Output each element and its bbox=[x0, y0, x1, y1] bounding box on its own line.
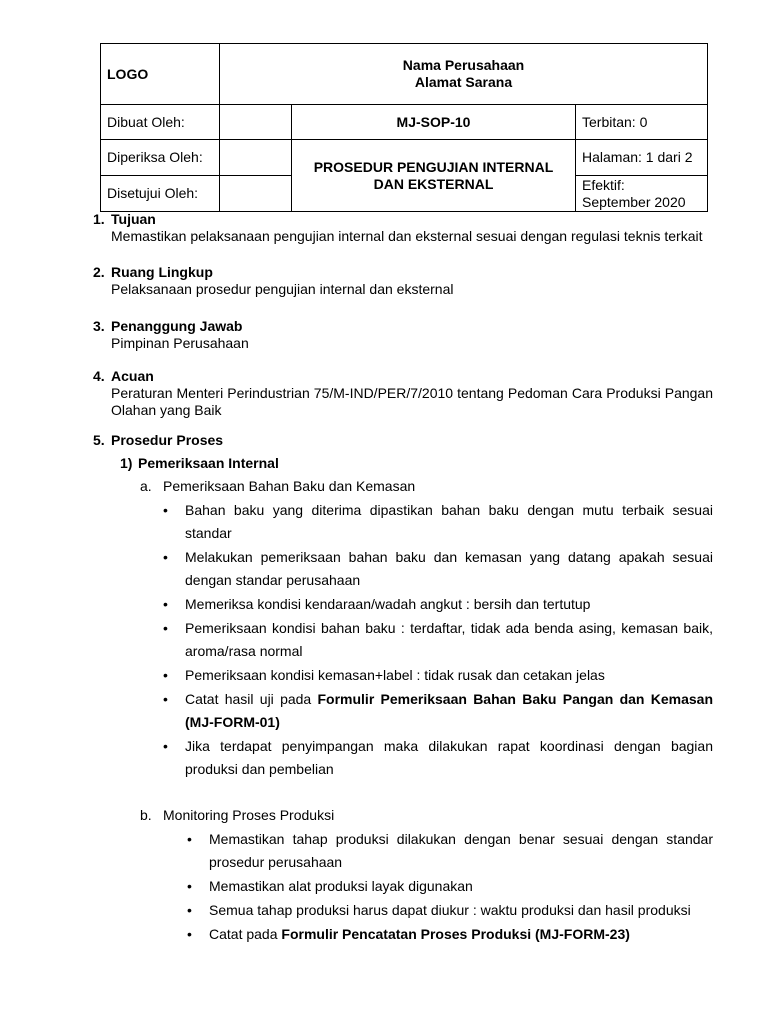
list-item: • Memastikan tahap produksi dilakukan dengan benar sesuai dengan standar prosedur perusahaan bbox=[209, 828, 713, 874]
doc-title bbox=[292, 140, 576, 212]
effective-label: Efektif: bbox=[582, 176, 625, 193]
effective-cell bbox=[576, 176, 708, 212]
section-number: 3. bbox=[93, 318, 105, 334]
company-cell bbox=[220, 44, 708, 105]
section-body: Peraturan Menteri Perindustrian 75/M-IND/PER/7/2010 tentang Pedoman Cara Produksi Pangan Olahan yang Baik bbox=[111, 385, 713, 418]
section-title: Acuan bbox=[111, 368, 154, 384]
section-body: Memastikan pelaksanaan pengujian internal dan eksternal sesuai dengan regulasi teknis terkait bbox=[111, 228, 703, 244]
checked-by-label: Diperiksa Oleh: bbox=[101, 140, 220, 176]
logo-cell: LOGO bbox=[101, 44, 220, 105]
list-item: • Catat hasil uji pada Formulir Pemeriksaan Bahan Baku Pangan dan Kemasan (MJ-FORM-01) bbox=[185, 688, 713, 734]
item-a-title: Pemeriksaan Bahan Baku dan Kemasan bbox=[163, 478, 416, 494]
section-title: Prosedur Proses bbox=[111, 432, 224, 448]
doc-title-line1: PROSEDUR PENGUJIAN INTERNAL bbox=[313, 158, 554, 175]
section-prosedur-proses bbox=[93, 432, 713, 449]
item-b-heading bbox=[140, 807, 334, 824]
list-item: • Memeriksa kondisi kendaraan/wadah angkut : bersih dan tertutup bbox=[185, 593, 713, 616]
item-b-label: b. bbox=[140, 807, 152, 823]
company-address: Alamat Sarana bbox=[414, 74, 513, 90]
made-by-label: Dibuat Oleh: bbox=[101, 105, 220, 140]
bullet-icon: • bbox=[163, 667, 168, 683]
made-by-value bbox=[220, 105, 292, 140]
bullet-icon: • bbox=[163, 596, 168, 612]
list-item: • Semua tahap produksi harus dapat diukur : waktu produksi dan hasil produksi bbox=[209, 899, 713, 922]
form-reference: Formulir Pemeriksaan Bahan Baku Pangan dan Kemasan (MJ-FORM-01) bbox=[185, 691, 713, 730]
list-item: • Melakukan pemeriksaan bahan baku dan kemasan yang datang apakah sesuai dengan standar perusahaan bbox=[185, 546, 713, 592]
bullet-icon: • bbox=[163, 738, 168, 754]
section-body: Pimpinan Perusahaan bbox=[111, 335, 249, 351]
list-item: • Jika terdapat penyimpangan maka dilakukan rapat koordinasi dengan bagian produksi dan pembelian bbox=[185, 735, 713, 781]
form-reference: Formulir Pencatatan Proses Produksi (MJ-FORM-23) bbox=[281, 926, 630, 942]
bullet-icon: • bbox=[163, 549, 168, 565]
section-number: 5. bbox=[93, 432, 105, 448]
subsection-pemeriksaan-internal bbox=[120, 455, 279, 472]
item-a-heading bbox=[140, 478, 415, 495]
document-header-table bbox=[100, 43, 708, 212]
section-penanggung-jawab bbox=[93, 318, 713, 352]
list-item: • Pemeriksaan kondisi kemasan+label : tidak rusak dan cetakan jelas bbox=[185, 664, 713, 687]
bullet-icon: • bbox=[163, 620, 168, 636]
subsection-number: 1) bbox=[120, 455, 133, 471]
bullet-icon: • bbox=[163, 502, 168, 518]
bullet-icon: • bbox=[187, 878, 192, 894]
edition: Terbitan: 0 bbox=[576, 105, 708, 140]
bullet-icon: • bbox=[187, 902, 192, 918]
section-number: 4. bbox=[93, 368, 105, 384]
bullet-icon: • bbox=[187, 831, 192, 847]
approved-by-label: Disetujui Oleh: bbox=[101, 176, 220, 212]
bullet-list-a bbox=[163, 499, 713, 782]
company-name: Nama Perusahaan bbox=[402, 57, 525, 73]
doc-code: MJ-SOP-10 bbox=[292, 105, 576, 140]
bullet-list-b bbox=[187, 828, 713, 947]
section-body: Pelaksanaan prosedur pengujian internal dan eksternal bbox=[111, 281, 454, 297]
section-acuan bbox=[93, 368, 713, 419]
item-a-label: a. bbox=[140, 478, 152, 494]
section-title: Penanggung Jawab bbox=[111, 318, 243, 334]
list-item: • Memastikan alat produksi layak digunakan bbox=[209, 875, 713, 898]
bullet-icon: • bbox=[163, 691, 168, 707]
section-number: 2. bbox=[93, 264, 105, 280]
list-item: • Pemeriksaan kondisi bahan baku : terdaftar, tidak ada benda asing, kemasan baik, aroma/rasa normal bbox=[185, 617, 713, 663]
list-item: • Catat pada Formulir Pencatatan Proses Produksi (MJ-FORM-23) bbox=[209, 923, 713, 946]
section-ruang-lingkup bbox=[93, 264, 713, 298]
page-info: Halaman: 1 dari 2 bbox=[576, 140, 708, 176]
section-title: Tujuan bbox=[111, 211, 156, 227]
list-item: • Bahan baku yang diterima dipastikan bahan baku dengan mutu terbaik sesuai standar bbox=[185, 499, 713, 545]
section-title: Ruang Lingkup bbox=[111, 264, 213, 280]
section-tujuan bbox=[93, 211, 713, 245]
effective-date: September 2020 bbox=[582, 193, 686, 210]
subsection-title: Pemeriksaan Internal bbox=[138, 455, 279, 471]
approved-by-value bbox=[220, 176, 292, 212]
bullet-icon: • bbox=[187, 926, 192, 942]
section-number: 1. bbox=[93, 211, 105, 227]
doc-title-line2: DAN EKSTERNAL bbox=[373, 175, 494, 192]
checked-by-value bbox=[220, 140, 292, 176]
item-b-title: Monitoring Proses Produksi bbox=[163, 807, 335, 823]
